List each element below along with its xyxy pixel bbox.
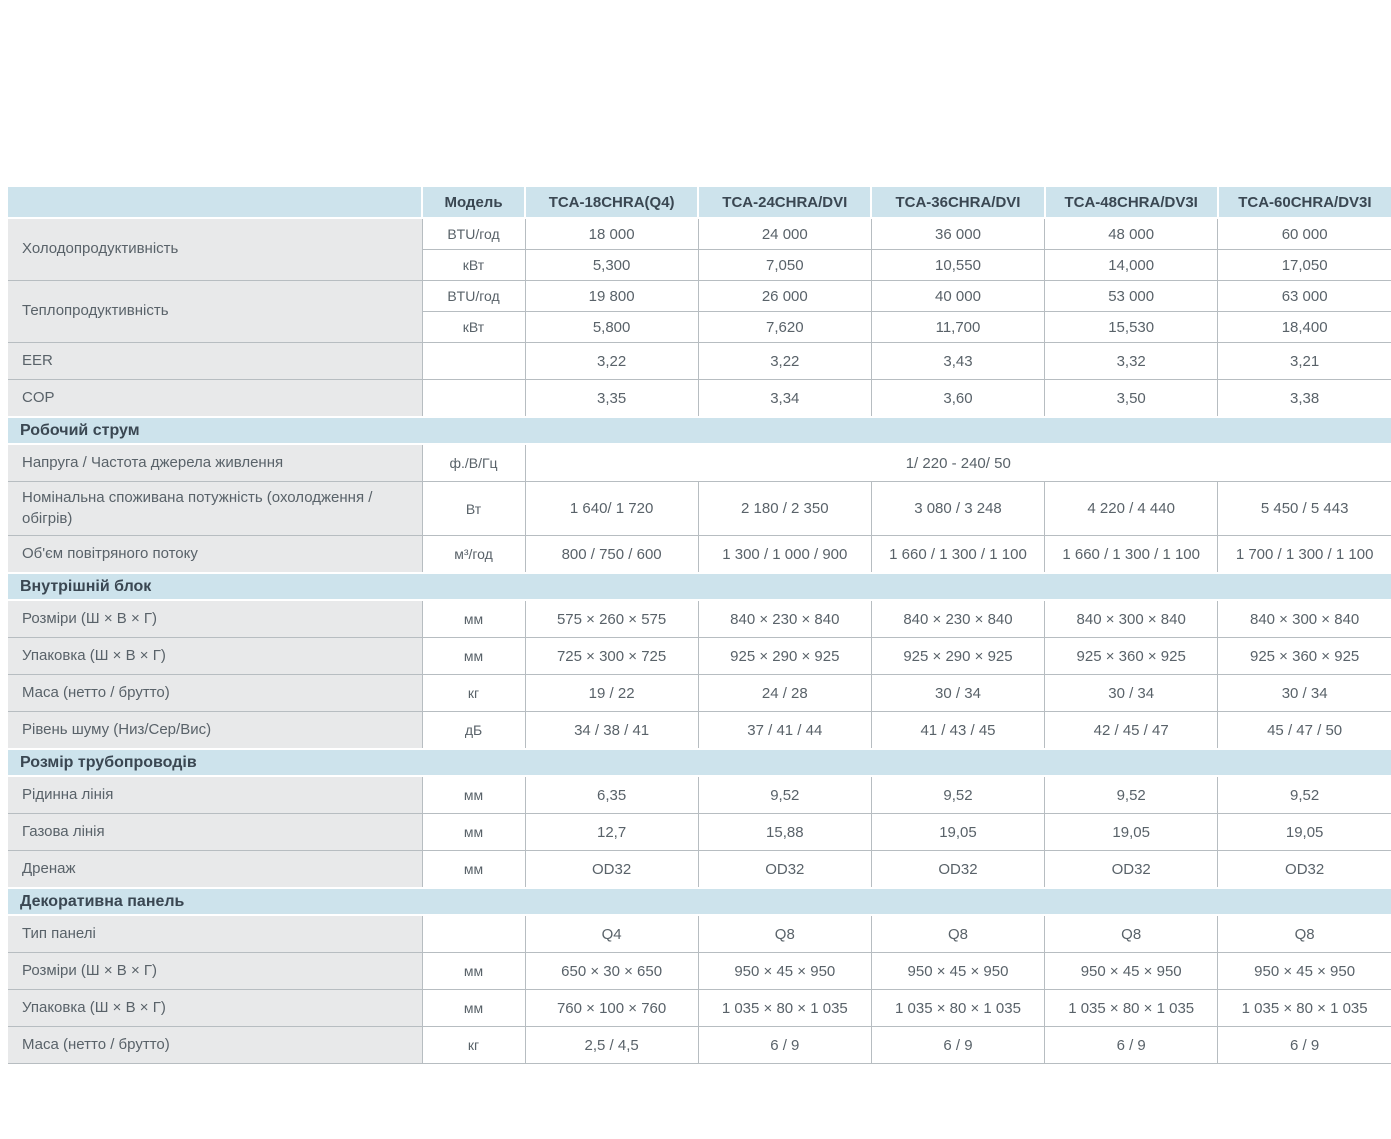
table-row [8, 536, 1391, 574]
spec-value: 1 660 / 1 300 / 1 100 [1045, 536, 1218, 574]
row-label: COP [8, 380, 422, 418]
spec-value: 6 / 9 [1045, 1027, 1218, 1064]
spec-value: 9,52 [871, 776, 1044, 814]
table-row [8, 444, 1391, 482]
spec-value: 42 / 45 / 47 [1045, 712, 1218, 750]
section-header: Декоративна панель [8, 888, 1391, 915]
row-label: Дренаж [8, 851, 422, 889]
row-label: Номінальна споживана потужність (охолодження / обігрів) [8, 482, 422, 536]
spec-value: 60 000 [1218, 218, 1391, 250]
spec-value: 24 / 28 [698, 675, 871, 712]
row-label: Розміри (Ш × В × Г) [8, 600, 422, 638]
row-label: Рівень шуму (Низ/Сер/Вис) [8, 712, 422, 750]
spec-value: OD32 [698, 851, 871, 889]
table-row [8, 380, 1391, 418]
spec-value: 650 × 30 × 650 [525, 953, 698, 990]
spec-value: 41 / 43 / 45 [871, 712, 1044, 750]
row-label: Холодопродуктивність [8, 218, 422, 281]
table-row [8, 915, 1391, 953]
spec-value: 1 660 / 1 300 / 1 100 [871, 536, 1044, 574]
spec-value: 925 × 360 × 925 [1045, 638, 1218, 675]
section-header-row [8, 417, 1391, 444]
table-row [8, 343, 1391, 380]
spec-value: 950 × 45 × 950 [698, 953, 871, 990]
spec-value: 840 × 300 × 840 [1045, 600, 1218, 638]
row-unit: ф./В/Гц [422, 444, 525, 482]
table-row [8, 600, 1391, 638]
spec-sheet [8, 187, 1391, 1064]
table-row [8, 953, 1391, 990]
table-row [8, 814, 1391, 851]
spec-value: 11,700 [871, 312, 1044, 343]
spec-value: 24 000 [698, 218, 871, 250]
row-unit: мм [422, 638, 525, 675]
spec-value: 19 800 [525, 281, 698, 312]
model-column-header: TCA-48CHRA/DV3I [1045, 187, 1218, 218]
row-label: Маса (нетто / брутто) [8, 1027, 422, 1064]
row-unit: мм [422, 990, 525, 1027]
row-label: Упаковка (Ш × В × Г) [8, 990, 422, 1027]
spec-value: 800 / 750 / 600 [525, 536, 698, 574]
spec-value: 1 700 / 1 300 / 1 100 [1218, 536, 1391, 574]
spec-value: 925 × 290 × 925 [871, 638, 1044, 675]
spec-value: 9,52 [1218, 776, 1391, 814]
section-header: Внутрішній блок [8, 573, 1391, 600]
row-unit: кг [422, 675, 525, 712]
spec-value: 30 / 34 [1045, 675, 1218, 712]
row-unit: BTU/год [422, 218, 525, 250]
spec-value: 925 × 360 × 925 [1218, 638, 1391, 675]
spec-value: 725 × 300 × 725 [525, 638, 698, 675]
spec-value: 9,52 [1045, 776, 1218, 814]
section-header-row [8, 573, 1391, 600]
spec-value: 6,35 [525, 776, 698, 814]
table-row [8, 218, 1391, 250]
spec-value: 950 × 45 × 950 [1045, 953, 1218, 990]
spec-value: OD32 [1045, 851, 1218, 889]
table-row [8, 638, 1391, 675]
spec-value: 19,05 [871, 814, 1044, 851]
row-label: EER [8, 343, 422, 380]
spec-value: OD32 [1218, 851, 1391, 889]
spec-value: 18 000 [525, 218, 698, 250]
spec-value: 6 / 9 [698, 1027, 871, 1064]
row-label: Тип панелі [8, 915, 422, 953]
spec-value: 14,000 [1045, 250, 1218, 281]
spec-value: 840 × 230 × 840 [871, 600, 1044, 638]
spec-value: 2,5 / 4,5 [525, 1027, 698, 1064]
model-header-row [8, 187, 1391, 218]
spec-value: 5,300 [525, 250, 698, 281]
model-column-header: TCA-24CHRA/DVI [698, 187, 871, 218]
spec-value: 1 035 × 80 × 1 035 [1045, 990, 1218, 1027]
spec-value: 3,22 [698, 343, 871, 380]
table-row [8, 776, 1391, 814]
spec-value: 36 000 [871, 218, 1044, 250]
spec-value: 840 × 300 × 840 [1218, 600, 1391, 638]
spec-value: 2 180 / 2 350 [698, 482, 871, 536]
row-unit: мм [422, 600, 525, 638]
spec-value: 6 / 9 [1218, 1027, 1391, 1064]
row-unit [422, 380, 525, 418]
spec-value: 1 300 / 1 000 / 900 [698, 536, 871, 574]
row-label: Газова лінія [8, 814, 422, 851]
row-unit: кг [422, 1027, 525, 1064]
table-row [8, 482, 1391, 536]
row-unit: кВт [422, 250, 525, 281]
spec-value: 30 / 34 [871, 675, 1044, 712]
model-column-header: TCA-60CHRA/DV3I [1218, 187, 1391, 218]
spec-value: 19,05 [1218, 814, 1391, 851]
spec-value: OD32 [871, 851, 1044, 889]
spec-value: 3,35 [525, 380, 698, 418]
section-header: Розмір трубопроводів [8, 749, 1391, 776]
row-label: Об'єм повітряного потоку [8, 536, 422, 574]
spec-value: 760 × 100 × 760 [525, 990, 698, 1027]
spec-value: 15,88 [698, 814, 871, 851]
row-label: Маса (нетто / брутто) [8, 675, 422, 712]
spec-value: 5 450 / 5 443 [1218, 482, 1391, 536]
spec-value: Q8 [1218, 915, 1391, 953]
row-unit: Вт [422, 482, 525, 536]
spec-value: 3 080 / 3 248 [871, 482, 1044, 536]
spec-value: 45 / 47 / 50 [1218, 712, 1391, 750]
spec-value: 12,7 [525, 814, 698, 851]
table-row [8, 712, 1391, 750]
spec-value: Q8 [871, 915, 1044, 953]
row-unit: кВт [422, 312, 525, 343]
row-unit: мм [422, 814, 525, 851]
spec-value: 3,32 [1045, 343, 1218, 380]
spec-value: 48 000 [1045, 218, 1218, 250]
spec-value: 40 000 [871, 281, 1044, 312]
spec-value: 1 035 × 80 × 1 035 [698, 990, 871, 1027]
spec-value: 9,52 [698, 776, 871, 814]
spec-value: 19 / 22 [525, 675, 698, 712]
spec-value: 1 035 × 80 × 1 035 [1218, 990, 1391, 1027]
spec-value: 950 × 45 × 950 [871, 953, 1044, 990]
spec-value: 3,34 [698, 380, 871, 418]
spec-value: 63 000 [1218, 281, 1391, 312]
spec-value: 30 / 34 [1218, 675, 1391, 712]
spec-value: 26 000 [698, 281, 871, 312]
spec-value: 18,400 [1218, 312, 1391, 343]
table-row [8, 281, 1391, 312]
spec-value: 15,530 [1045, 312, 1218, 343]
section-header-row [8, 888, 1391, 915]
spec-table [8, 187, 1391, 1064]
spec-value: 19,05 [1045, 814, 1218, 851]
spec-value: 6 / 9 [871, 1027, 1044, 1064]
spec-value-merged: 1/ 220 - 240/ 50 [525, 444, 1391, 482]
header-corner-cell [8, 187, 422, 218]
spec-value: 3,50 [1045, 380, 1218, 418]
spec-value: 3,38 [1218, 380, 1391, 418]
spec-value: 17,050 [1218, 250, 1391, 281]
spec-value: 3,22 [525, 343, 698, 380]
table-row [8, 851, 1391, 889]
spec-value: 34 / 38 / 41 [525, 712, 698, 750]
spec-value: Q8 [698, 915, 871, 953]
spec-value: 575 × 260 × 575 [525, 600, 698, 638]
section-header: Робочий струм [8, 417, 1391, 444]
row-unit: мм [422, 776, 525, 814]
table-row [8, 990, 1391, 1027]
row-unit [422, 915, 525, 953]
spec-value: OD32 [525, 851, 698, 889]
row-label: Розміри (Ш × В × Г) [8, 953, 422, 990]
row-unit: BTU/год [422, 281, 525, 312]
spec-value: 3,21 [1218, 343, 1391, 380]
spec-value: Q4 [525, 915, 698, 953]
section-header-row [8, 749, 1391, 776]
spec-value: 7,620 [698, 312, 871, 343]
row-label: Теплопродуктивність [8, 281, 422, 343]
model-column-header: TCA-36CHRA/DVI [871, 187, 1044, 218]
spec-value: 840 × 230 × 840 [698, 600, 871, 638]
spec-value: 1 035 × 80 × 1 035 [871, 990, 1044, 1027]
row-unit: мм [422, 851, 525, 889]
table-row [8, 1027, 1391, 1064]
spec-value: 925 × 290 × 925 [698, 638, 871, 675]
spec-value: Q8 [1045, 915, 1218, 953]
row-label: Рідинна лінія [8, 776, 422, 814]
spec-value: 10,550 [871, 250, 1044, 281]
spec-value: 4 220 / 4 440 [1045, 482, 1218, 536]
table-row [8, 675, 1391, 712]
spec-value: 53 000 [1045, 281, 1218, 312]
row-unit: мм [422, 953, 525, 990]
row-unit [422, 343, 525, 380]
spec-value: 5,800 [525, 312, 698, 343]
row-label: Напруга / Частота джерела живлення [8, 444, 422, 482]
row-unit: м³/год [422, 536, 525, 574]
spec-value: 3,43 [871, 343, 1044, 380]
model-label-cell: Модель [422, 187, 525, 218]
spec-value: 950 × 45 × 950 [1218, 953, 1391, 990]
spec-value: 1 640/ 1 720 [525, 482, 698, 536]
row-label: Упаковка (Ш × В × Г) [8, 638, 422, 675]
row-unit: дБ [422, 712, 525, 750]
spec-value: 7,050 [698, 250, 871, 281]
model-column-header: TCA-18CHRA(Q4) [525, 187, 698, 218]
spec-value: 37 / 41 / 44 [698, 712, 871, 750]
spec-value: 3,60 [871, 380, 1044, 418]
